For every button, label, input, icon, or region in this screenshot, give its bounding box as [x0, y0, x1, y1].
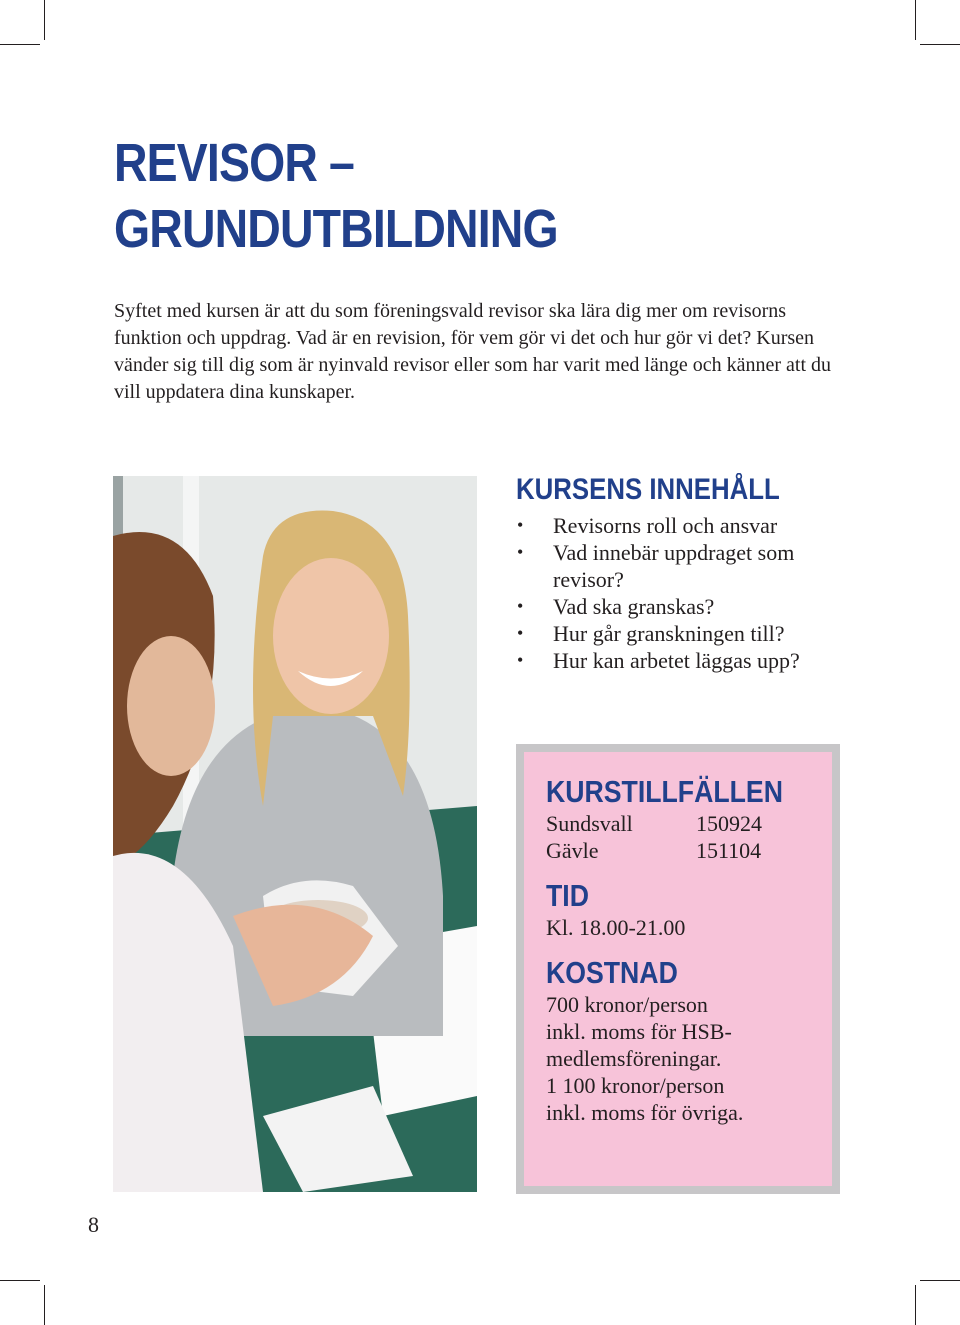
list-item — [516, 593, 836, 620]
list-item — [516, 512, 836, 539]
crop-mark — [44, 0, 45, 40]
list-item-text: Vad ska granskas? — [553, 594, 715, 619]
cost-line: 700 kronor/person — [546, 992, 708, 1017]
crop-mark — [915, 0, 916, 40]
list-item-text: Hur går granskningen till? — [553, 621, 785, 646]
list-item — [516, 539, 836, 593]
contents-list — [516, 512, 836, 674]
title-line: REVISOR – — [114, 133, 355, 193]
bullet: • — [517, 596, 524, 616]
page-number: 8 — [88, 1212, 99, 1237]
cost-line: medlemsföreningar. — [546, 1046, 722, 1071]
info-box-panel — [524, 752, 832, 1186]
cost-heading: KOSTNAD — [546, 955, 678, 990]
cost-line: inkl. moms för HSB- — [546, 1019, 732, 1044]
occasion-date: 151104 — [696, 838, 762, 863]
page-title — [114, 130, 558, 262]
contents-heading: KURSENS INNEHÅLL — [516, 473, 780, 506]
bullet: • — [517, 515, 524, 535]
course-contents — [516, 472, 836, 674]
crop-mark — [0, 44, 40, 45]
cost-line: 1 100 kronor/person — [546, 1073, 725, 1098]
occasion-city: Gävle — [546, 838, 599, 863]
crop-mark — [920, 44, 960, 45]
occasion-city: Sundsvall — [546, 811, 633, 836]
bullet: • — [517, 542, 524, 562]
time-value: Kl. 18.00-21.00 — [546, 915, 686, 940]
list-item-text: Vad innebär uppdraget som revisor? — [553, 540, 795, 592]
list-item — [516, 620, 836, 647]
bullet: • — [517, 650, 524, 670]
crop-mark — [920, 1280, 960, 1281]
bullet: • — [517, 623, 524, 643]
intro-paragraph: Syftet med kursen är att du som föreningsvald revisor ska lära dig mer om revisorns funktion och uppdrag. Vad är en revision, för vem gör vi det och hur gör vi det? Kursen vänder sig till dig som är nyinvald revisor eller som har varit med länge och känner att du vill uppdatera dina kunskaper. — [114, 300, 832, 403]
time-heading: TID — [546, 878, 589, 913]
occasion-row — [546, 810, 832, 837]
info-box — [516, 744, 840, 1194]
list-item-text: Revisorns roll och ansvar — [553, 513, 778, 538]
occasions-heading: KURSTILLFÄLLEN — [546, 774, 783, 809]
course-photo — [113, 476, 477, 1192]
crop-mark — [44, 1285, 45, 1325]
list-item — [516, 647, 836, 674]
cost-line: inkl. moms för övriga. — [546, 1100, 744, 1125]
crop-mark — [915, 1285, 916, 1325]
crop-mark — [0, 1280, 40, 1281]
occasion-date: 150924 — [696, 811, 762, 836]
photo-illustration — [113, 476, 477, 1192]
title-line: GRUNDUTBILDNING — [114, 199, 558, 259]
list-item-text: Hur kan arbetet läggas upp? — [553, 648, 800, 673]
occasion-row — [546, 837, 832, 864]
